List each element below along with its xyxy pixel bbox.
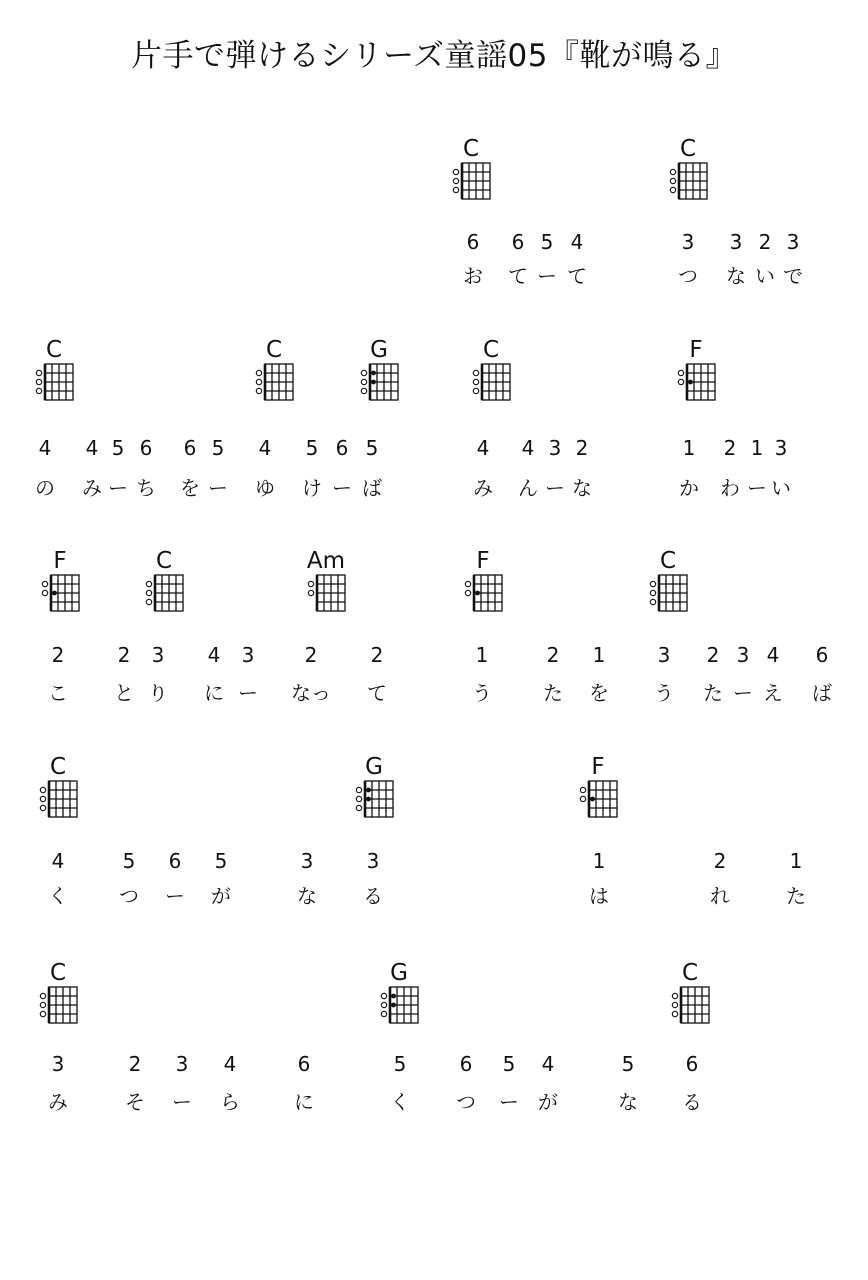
note-number: 4	[766, 643, 780, 667]
lyric-syllable: い	[771, 476, 791, 500]
chord-name: F	[53, 548, 67, 574]
note-number: 4	[258, 436, 272, 460]
lyric-syllable: み	[473, 476, 493, 500]
open-string-mark	[36, 370, 41, 375]
open-string-mark	[381, 1002, 386, 1007]
note-number: 2	[575, 436, 589, 460]
chord-name: C	[681, 960, 699, 986]
lyric-syllable: は	[589, 884, 609, 908]
note-number: 6	[139, 436, 153, 460]
note-number: 6	[815, 643, 829, 667]
chord-diagram	[353, 362, 405, 406]
lyric-syllable: つ	[678, 264, 698, 288]
note-number: 2	[51, 643, 65, 667]
lyric-syllable: り	[148, 681, 168, 705]
open-string-mark	[308, 581, 313, 586]
open-string-mark	[42, 581, 47, 586]
note-number: 4	[51, 849, 65, 873]
note-number: 4	[85, 436, 99, 460]
open-string-mark	[256, 388, 261, 393]
open-string-mark	[42, 590, 47, 595]
open-string-mark	[672, 1002, 677, 1007]
lyric-syllable: る	[682, 1090, 702, 1114]
lyric-syllable: こ	[48, 681, 68, 705]
lyric-syllable: ら	[220, 1090, 240, 1114]
note-number: 1	[592, 643, 606, 667]
open-string-mark	[650, 581, 655, 586]
lyric-syllable: ー	[545, 476, 565, 500]
chord-diagram	[300, 573, 352, 617]
open-string-mark	[473, 370, 478, 375]
chord-diagram	[670, 362, 722, 406]
lyric-syllable: か	[679, 476, 699, 500]
lyric-syllable: ば	[362, 476, 382, 500]
lyric-syllable: つ	[119, 884, 139, 908]
chord-name: G	[390, 960, 408, 986]
chord-diagram	[642, 573, 694, 617]
open-string-mark	[381, 1011, 386, 1016]
lyric-syllable: そ	[125, 1090, 145, 1114]
finger-dot	[371, 380, 376, 385]
chord-name: F	[476, 548, 490, 574]
lyric-syllable: に	[294, 1090, 314, 1114]
lyric-syllable: ー	[499, 1090, 519, 1114]
finger-dot	[391, 994, 396, 999]
chord-diagram	[34, 573, 86, 617]
open-string-mark	[36, 379, 41, 384]
note-number: 3	[300, 849, 314, 873]
lyric-syllable: け	[302, 476, 322, 500]
lyric-syllable: て	[567, 264, 587, 288]
open-string-mark	[580, 796, 585, 801]
note-number: 5	[393, 1052, 407, 1076]
note-number: 1	[475, 643, 489, 667]
lyric-syllable: ー	[747, 476, 767, 500]
chord-name: C	[679, 136, 697, 162]
chord-diagram	[457, 573, 509, 617]
lyric-syllable: を	[589, 681, 609, 705]
open-string-mark	[453, 187, 458, 192]
open-string-mark	[40, 805, 45, 810]
chord-name: C	[45, 337, 63, 363]
chord-name: C	[265, 337, 283, 363]
note-number: 6	[459, 1052, 473, 1076]
open-string-mark	[650, 599, 655, 604]
open-string-mark	[40, 1002, 45, 1007]
lyric-syllable: わ	[720, 476, 740, 500]
lyric-syllable: お	[463, 264, 483, 288]
lyric-syllable: な	[297, 884, 317, 908]
lyric-syllable: ー	[332, 476, 352, 500]
note-number: 5	[111, 436, 125, 460]
note-number: 2	[546, 643, 560, 667]
chord-diagram	[465, 362, 517, 406]
open-string-mark	[453, 169, 458, 174]
lyric-syllable: な	[618, 1090, 638, 1114]
lyric-syllable: ん	[518, 476, 538, 500]
finger-dot	[475, 591, 480, 596]
note-number: 3	[681, 230, 695, 254]
open-string-mark	[678, 379, 683, 384]
lyric-syllable: で	[783, 264, 803, 288]
lyric-syllable: ー	[733, 681, 753, 705]
chord-diagram	[572, 779, 624, 823]
lyric-syllable: が	[211, 884, 231, 908]
lyric-syllable: ー	[165, 884, 185, 908]
open-string-mark	[381, 993, 386, 998]
note-number: 3	[786, 230, 800, 254]
note-number: 5	[214, 849, 228, 873]
lyric-syllable: ー	[238, 681, 258, 705]
open-string-mark	[356, 787, 361, 792]
open-string-mark	[361, 379, 366, 384]
open-string-mark	[670, 187, 675, 192]
open-string-mark	[356, 796, 361, 801]
lyric-syllable: い	[755, 264, 775, 288]
note-number: 4	[476, 436, 490, 460]
note-number: 4	[521, 436, 535, 460]
chord-diagram	[32, 779, 84, 823]
lyric-syllable: た	[703, 681, 723, 705]
lyric-syllable: ー	[172, 1090, 192, 1114]
open-string-mark	[40, 993, 45, 998]
note-number: 3	[548, 436, 562, 460]
note-number: 6	[183, 436, 197, 460]
note-number: 5	[502, 1052, 516, 1076]
open-string-mark	[256, 370, 261, 375]
note-number: 2	[370, 643, 384, 667]
note-number: 6	[168, 849, 182, 873]
chord-name: G	[365, 754, 383, 780]
open-string-mark	[40, 796, 45, 801]
note-number: 2	[117, 643, 131, 667]
open-string-mark	[40, 787, 45, 792]
note-number: 3	[241, 643, 255, 667]
open-string-mark	[465, 581, 470, 586]
lyric-syllable: ば	[812, 681, 832, 705]
lyric-syllable: く	[390, 1090, 410, 1114]
lyric-syllable: て	[508, 264, 528, 288]
chord-diagram	[348, 779, 400, 823]
chord-diagram	[662, 161, 714, 205]
open-string-mark	[356, 805, 361, 810]
open-string-mark	[36, 388, 41, 393]
open-string-mark	[453, 178, 458, 183]
chord-name: C	[659, 548, 677, 574]
lyric-syllable: な	[572, 476, 592, 500]
chord-name: C	[155, 548, 173, 574]
lyric-syllable: を	[180, 476, 200, 500]
note-number: 1	[789, 849, 803, 873]
note-number: 3	[729, 230, 743, 254]
chord-diagram	[373, 985, 425, 1029]
note-number: 2	[713, 849, 727, 873]
note-number: 4	[541, 1052, 555, 1076]
note-number: 3	[736, 643, 750, 667]
chord-diagram	[138, 573, 190, 617]
lyric-syllable: く	[48, 884, 68, 908]
finger-dot	[371, 371, 376, 376]
page-title: 片手で弾けるシリーズ童謡05『靴が鳴る』	[131, 38, 737, 74]
chord-diagram	[28, 362, 80, 406]
open-string-mark	[308, 590, 313, 595]
open-string-mark	[40, 1011, 45, 1016]
lyric-syllable: の	[35, 476, 55, 500]
lyric-syllable: ー	[537, 264, 557, 288]
open-string-mark	[465, 590, 470, 595]
note-number: 4	[38, 436, 52, 460]
chord-name: F	[689, 337, 703, 363]
note-number: 3	[774, 436, 788, 460]
lyric-syllable: つ	[456, 1090, 476, 1114]
note-number: 3	[51, 1052, 65, 1076]
chord-diagram	[445, 161, 497, 205]
note-number: 6	[685, 1052, 699, 1076]
note-number: 4	[570, 230, 584, 254]
finger-dot	[366, 797, 371, 802]
note-number: 2	[304, 643, 318, 667]
chord-name: C	[462, 136, 480, 162]
open-string-mark	[473, 388, 478, 393]
note-number: 6	[297, 1052, 311, 1076]
finger-dot	[52, 591, 57, 596]
open-string-mark	[256, 379, 261, 384]
open-string-mark	[146, 599, 151, 604]
note-number: 2	[128, 1052, 142, 1076]
note-number: 6	[511, 230, 525, 254]
lyric-syllable: た	[543, 681, 563, 705]
lyric-syllable: なっ	[291, 681, 331, 705]
note-number: 1	[682, 436, 696, 460]
open-string-mark	[672, 1011, 677, 1016]
lyric-syllable: る	[363, 884, 383, 908]
lyric-syllable: ー	[208, 476, 228, 500]
note-number: 2	[706, 643, 720, 667]
lyric-syllable: に	[204, 681, 224, 705]
chord-name: C	[482, 337, 500, 363]
chord-name: F	[591, 754, 605, 780]
note-number: 2	[723, 436, 737, 460]
note-number: 3	[366, 849, 380, 873]
note-number: 4	[207, 643, 221, 667]
lyric-syllable: れ	[710, 884, 730, 908]
finger-dot	[366, 788, 371, 793]
open-string-mark	[580, 787, 585, 792]
note-number: 2	[758, 230, 772, 254]
note-number: 5	[621, 1052, 635, 1076]
open-string-mark	[650, 590, 655, 595]
finger-dot	[590, 797, 595, 802]
open-string-mark	[672, 993, 677, 998]
lyric-syllable: み	[82, 476, 102, 500]
note-number: 5	[211, 436, 225, 460]
note-number: 5	[540, 230, 554, 254]
note-number: 5	[122, 849, 136, 873]
lyric-syllable: う	[472, 681, 492, 705]
chord-name: G	[370, 337, 388, 363]
lyric-syllable: ゆ	[255, 476, 275, 500]
open-string-mark	[678, 370, 683, 375]
note-number: 1	[750, 436, 764, 460]
lyric-syllable: え	[763, 681, 783, 705]
note-number: 3	[151, 643, 165, 667]
open-string-mark	[146, 590, 151, 595]
chord-diagram	[32, 985, 84, 1029]
note-number: 3	[657, 643, 671, 667]
note-number: 5	[305, 436, 319, 460]
chord-name: C	[49, 754, 67, 780]
note-number: 5	[365, 436, 379, 460]
note-number: 4	[223, 1052, 237, 1076]
note-number: 3	[175, 1052, 189, 1076]
open-string-mark	[361, 370, 366, 375]
chord-name: C	[49, 960, 67, 986]
lyric-syllable: み	[48, 1090, 68, 1114]
chord-name: Am	[306, 548, 346, 574]
chord-diagram	[664, 985, 716, 1029]
lyric-syllable: う	[654, 681, 674, 705]
chord-diagram	[248, 362, 300, 406]
lyric-syllable: た	[786, 884, 806, 908]
note-number: 6	[466, 230, 480, 254]
note-number: 6	[335, 436, 349, 460]
open-string-mark	[361, 388, 366, 393]
lyric-syllable: ー	[108, 476, 128, 500]
finger-dot	[688, 380, 693, 385]
lyric-syllable: と	[114, 681, 134, 705]
open-string-mark	[473, 379, 478, 384]
open-string-mark	[670, 169, 675, 174]
lyric-syllable: な	[726, 264, 746, 288]
open-string-mark	[146, 581, 151, 586]
finger-dot	[391, 1003, 396, 1008]
note-number: 1	[592, 849, 606, 873]
lyric-syllable: が	[538, 1090, 558, 1114]
lyric-syllable: ち	[136, 476, 156, 500]
open-string-mark	[670, 178, 675, 183]
lyric-syllable: て	[367, 681, 387, 705]
